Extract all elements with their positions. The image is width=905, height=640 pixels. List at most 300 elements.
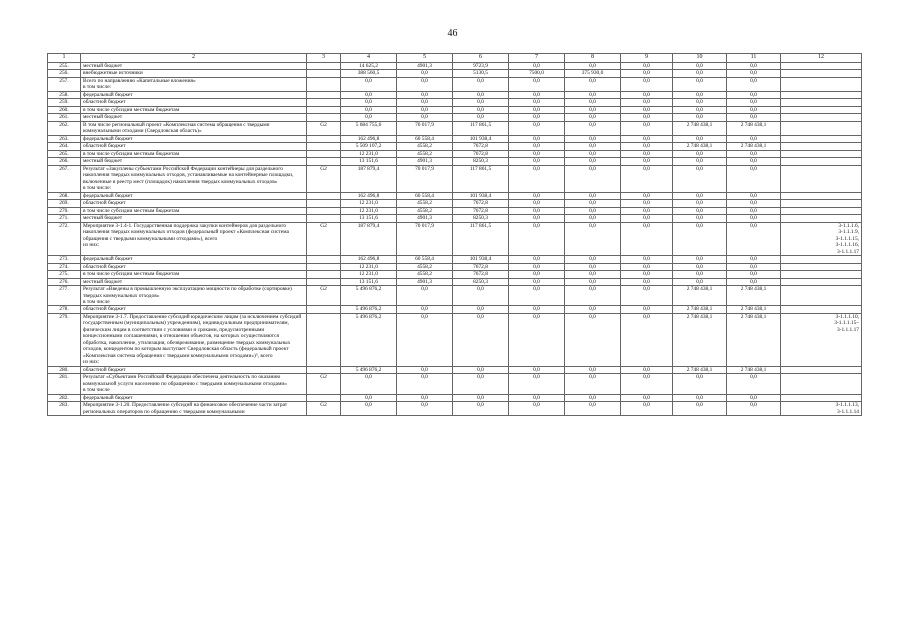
table-row (48, 394, 862, 401)
row-name: в том числе субсидии местным бюджетам (81, 150, 307, 157)
table-row (48, 77, 862, 91)
row-value: 0,0 (673, 402, 727, 416)
header-row (48, 54, 862, 63)
row-value: 0,0 (565, 207, 621, 214)
row-value: 0,0 (727, 63, 781, 70)
row-value: 60 558,4 (397, 256, 453, 263)
row-value: 0,0 (397, 286, 453, 306)
row-value: 0,0 (453, 366, 509, 373)
row-name: Результат «Субъектами Российской Федерации обеспечена деятельность по оказанию коммунальной услуги населению по обращению с твердыми коммунальными отходами» в том числе (81, 374, 307, 394)
table-row (48, 402, 862, 416)
row-value: 101 938,4 (453, 192, 509, 199)
row-value: 0,0 (673, 374, 727, 394)
row-number: 279. (48, 313, 81, 366)
row-reference: 3-1.1.1.10, 3-1.1.1.15– 3-1.1.1.17 (781, 313, 862, 366)
row-name: областной бюджет (81, 263, 307, 270)
row-name: областной бюджет (81, 99, 307, 106)
row-value: 0,0 (621, 158, 673, 165)
table-row (48, 135, 862, 142)
row-code: G2 (307, 402, 341, 416)
row-code (307, 207, 341, 214)
row-value: 0,0 (397, 77, 453, 91)
row-value: 0,0 (621, 135, 673, 142)
row-value: 2 748 438,1 (673, 366, 727, 373)
row-value: 0,0 (453, 374, 509, 394)
row-value: 0,0 (621, 207, 673, 214)
row-number: 255. (48, 63, 81, 70)
row-value: 5 509 107,2 (341, 143, 397, 150)
row-value: 187 879,4 (341, 165, 397, 192)
column-header: 5 (397, 54, 453, 63)
row-value: 7672,8 (453, 207, 509, 214)
row-value: 0,0 (727, 165, 781, 192)
row-value: 0,0 (565, 143, 621, 150)
row-value: 0,0 (673, 192, 727, 199)
row-reference (781, 263, 862, 270)
row-value: 0,0 (727, 150, 781, 157)
row-number: 274. (48, 263, 81, 270)
row-value: 0,0 (509, 256, 565, 263)
table-row (48, 91, 862, 98)
row-value: 0,0 (397, 366, 453, 373)
row-value: 0,0 (565, 402, 621, 416)
row-value: 2 748 438,1 (673, 313, 727, 366)
row-number: 271. (48, 215, 81, 222)
row-reference (781, 158, 862, 165)
row-name: местный бюджет (81, 63, 307, 70)
table-row (48, 192, 862, 199)
row-value: 0,0 (453, 77, 509, 91)
row-name: Мероприятие 3-1.7. Предоставление субсидий юридическим лицам (за исключением субсидий государственным (муниципальным) учреждениям), индивидуальным предпринимателям, физическим лицам в соответствии с условиями и сроками, предусмотренными концессионными соглашениями, в отношении объектов, на которых осуществляются обработка, накопление, утилизация, обезвреживание, размещение твердых коммунальных отходов, концедентом по которым выступает Свердловская область (федеральный проект «Комплексная система обращения с твердыми коммунальными отходами»)⁵, всего из них: (81, 313, 307, 366)
row-value: 8250,3 (453, 158, 509, 165)
row-value: 0,0 (341, 374, 397, 394)
row-name: федеральный бюджет (81, 91, 307, 98)
row-reference (781, 77, 862, 91)
row-value: 0,0 (453, 99, 509, 106)
row-value: 0,0 (673, 165, 727, 192)
row-value: 0,0 (565, 77, 621, 91)
row-value: 0,0 (565, 278, 621, 285)
row-reference: 3-1.1.1.13, 3-1.1.1.14 (781, 402, 862, 416)
table-body (48, 63, 862, 416)
row-number: 282. (48, 394, 81, 401)
row-value: 4558,2 (397, 271, 453, 278)
row-value: 0,0 (621, 70, 673, 77)
row-code (307, 150, 341, 157)
row-value: 0,0 (727, 374, 781, 394)
row-value: 0,0 (509, 143, 565, 150)
row-value: 5 684 755,6 (341, 121, 397, 135)
row-value: 0,0 (727, 200, 781, 207)
row-code (307, 99, 341, 106)
table-row (48, 271, 862, 278)
table-row (48, 263, 862, 270)
column-header: 7 (509, 54, 565, 63)
row-value: 2 748 438,1 (727, 313, 781, 366)
row-value: 0,0 (673, 278, 727, 285)
row-value: 0,0 (621, 374, 673, 394)
row-reference (781, 200, 862, 207)
table-row (48, 374, 862, 394)
row-number: 273. (48, 256, 81, 263)
row-value: 0,0 (621, 222, 673, 255)
column-header: 12 (781, 54, 862, 63)
row-value: 5 496 876,2 (341, 366, 397, 373)
row-value: 4558,2 (397, 263, 453, 270)
row-value: 0,0 (621, 121, 673, 135)
row-value: 0,0 (453, 313, 509, 366)
row-value: 0,0 (509, 374, 565, 394)
row-value: 2 748 438,1 (727, 306, 781, 313)
row-value: 0,0 (673, 215, 727, 222)
row-value: 0,0 (727, 394, 781, 401)
row-reference (781, 135, 862, 142)
row-value: 162 496,8 (341, 256, 397, 263)
row-value: 0,0 (341, 394, 397, 401)
row-code (307, 77, 341, 91)
row-reference (781, 256, 862, 263)
row-value: 2 748 438,1 (727, 366, 781, 373)
row-name: в том числе субсидии местным бюджетам (81, 207, 307, 214)
row-name: местный бюджет (81, 158, 307, 165)
row-value: 0,0 (453, 106, 509, 113)
row-value: 2 748 438,1 (727, 143, 781, 150)
row-value: 117 861,5 (453, 165, 509, 192)
table-row (48, 106, 862, 113)
row-value: 0,0 (621, 263, 673, 270)
column-header: 2 (81, 54, 307, 63)
row-value: 0,0 (621, 192, 673, 199)
row-number: 262. (48, 121, 81, 135)
row-value: 0,0 (621, 313, 673, 366)
row-value: 0,0 (727, 192, 781, 199)
row-code (307, 263, 341, 270)
row-value: 0,0 (727, 77, 781, 91)
row-reference (781, 70, 862, 77)
row-name: местный бюджет (81, 278, 307, 285)
row-value: 0,0 (727, 278, 781, 285)
row-value: 0,0 (397, 394, 453, 401)
table-row (48, 278, 862, 285)
table-row (48, 165, 862, 192)
row-value: 0,0 (727, 207, 781, 214)
row-value: 0,0 (453, 394, 509, 401)
row-number: 280. (48, 366, 81, 373)
row-value: 0,0 (565, 192, 621, 199)
row-reference (781, 143, 862, 150)
row-value: 0,0 (727, 256, 781, 263)
row-number: 260. (48, 106, 81, 113)
row-reference (781, 394, 862, 401)
row-value: 0,0 (621, 106, 673, 113)
row-number: 283. (48, 402, 81, 416)
row-code: G2 (307, 222, 341, 255)
row-value: 0,0 (341, 91, 397, 98)
row-value: 0,0 (509, 158, 565, 165)
row-reference (781, 215, 862, 222)
row-number: 263. (48, 135, 81, 142)
row-value: 0,0 (509, 394, 565, 401)
row-code: G2 (307, 374, 341, 394)
row-name: Результат «Закуплены субъектами Российской Федерации контейнеры для раздельного накопления твердых коммунальных отходов, устанавливаемые на контейнерные площадки, включенные в реестр мест (площадок) накопления твердых коммунальных отходов» в том числе: (81, 165, 307, 192)
row-value: 0,0 (673, 207, 727, 214)
row-value: 0,0 (509, 313, 565, 366)
row-value: 0,0 (727, 70, 781, 77)
row-value: 0,0 (565, 374, 621, 394)
row-name: областной бюджет (81, 306, 307, 313)
row-code (307, 271, 341, 278)
row-code (307, 192, 341, 199)
row-value: 0,0 (509, 366, 565, 373)
table-row (48, 207, 862, 214)
row-value: 0,0 (509, 263, 565, 270)
row-value: 0,0 (621, 143, 673, 150)
row-number: 261. (48, 114, 81, 121)
row-code (307, 106, 341, 113)
row-value: 0,0 (565, 200, 621, 207)
row-value: 0,0 (565, 158, 621, 165)
row-name: местный бюджет (81, 215, 307, 222)
row-code (307, 70, 341, 77)
row-value: 0,0 (673, 256, 727, 263)
row-number: 278. (48, 306, 81, 313)
row-value: 0,0 (509, 192, 565, 199)
row-number: 257. (48, 77, 81, 91)
table-row (48, 313, 862, 366)
row-value: 0,0 (565, 106, 621, 113)
row-value: 60 558,4 (397, 192, 453, 199)
row-value: 0,0 (621, 77, 673, 91)
column-header: 3 (307, 54, 341, 63)
column-header: 10 (673, 54, 727, 63)
row-value: 0,0 (509, 106, 565, 113)
row-value: 0,0 (621, 165, 673, 192)
row-value: 0,0 (565, 135, 621, 142)
row-value: 0,0 (397, 106, 453, 113)
row-value: 0,0 (509, 271, 565, 278)
row-value: 0,0 (565, 150, 621, 157)
row-value: 0,0 (509, 215, 565, 222)
table-row (48, 200, 862, 207)
row-value: 4901,3 (397, 278, 453, 285)
row-value: 0,0 (509, 63, 565, 70)
row-number: 269. (48, 200, 81, 207)
row-value: 0,0 (727, 106, 781, 113)
row-reference (781, 286, 862, 306)
row-value: 0,0 (565, 263, 621, 270)
row-value: 0,0 (509, 200, 565, 207)
row-reference (781, 106, 862, 113)
row-name: в том числе субсидии местным бюджетам (81, 106, 307, 113)
row-reference (781, 150, 862, 157)
row-code (307, 366, 341, 373)
row-value: 5130,5 (453, 70, 509, 77)
row-value: 0,0 (453, 91, 509, 98)
row-name: местный бюджет (81, 114, 307, 121)
row-name: областной бюджет (81, 200, 307, 207)
row-value: 12 231,0 (341, 150, 397, 157)
row-value: 0,0 (397, 374, 453, 394)
row-value: 0,0 (565, 99, 621, 106)
table-row (48, 158, 862, 165)
row-value: 0,0 (509, 222, 565, 255)
row-number: 267. (48, 165, 81, 192)
row-value: 0,0 (565, 366, 621, 373)
row-reference (781, 91, 862, 98)
row-value: 7672,8 (453, 150, 509, 157)
row-value: 4901,3 (397, 63, 453, 70)
row-reference (781, 63, 862, 70)
row-value: 0,0 (565, 394, 621, 401)
row-value: 0,0 (509, 278, 565, 285)
row-value: 60 558,4 (397, 135, 453, 142)
row-value: 0,0 (509, 121, 565, 135)
row-value: 0,0 (621, 114, 673, 121)
table-row (48, 99, 862, 106)
row-value: 0,0 (397, 91, 453, 98)
row-value: 0,0 (673, 150, 727, 157)
column-header: 6 (453, 54, 509, 63)
row-value: 0,0 (509, 77, 565, 91)
row-value: 0,0 (673, 394, 727, 401)
row-value: 0,0 (673, 158, 727, 165)
row-value: 5 496 876,2 (341, 306, 397, 313)
row-number: 256. (48, 70, 81, 77)
row-value: 0,0 (565, 91, 621, 98)
row-value: 117 861,5 (453, 222, 509, 255)
row-value: 0,0 (565, 215, 621, 222)
row-name: Всего по направлению «Капитальные вложения» в том числе: (81, 77, 307, 91)
table-row (48, 222, 862, 255)
row-code: G2 (307, 121, 341, 135)
row-value: 12 231,0 (341, 207, 397, 214)
table-row (48, 143, 862, 150)
row-reference (781, 278, 862, 285)
row-value: 0,0 (453, 306, 509, 313)
row-value: 0,0 (673, 106, 727, 113)
row-number: 272. (48, 222, 81, 255)
row-value: 0,0 (453, 402, 509, 416)
row-value: 2 748 438,1 (673, 143, 727, 150)
row-value: 0,0 (673, 114, 727, 121)
row-reference (781, 192, 862, 199)
row-value: 0,0 (621, 366, 673, 373)
row-code (307, 114, 341, 121)
row-number: 268. (48, 192, 81, 199)
row-value: 375 930,0 (565, 70, 621, 77)
row-name: федеральный бюджет (81, 394, 307, 401)
row-value: 0,0 (673, 222, 727, 255)
row-reference (781, 114, 862, 121)
row-value: 70 017,9 (397, 165, 453, 192)
row-value: 7672,8 (453, 143, 509, 150)
row-value: 12 231,0 (341, 271, 397, 278)
row-value: 0,0 (565, 256, 621, 263)
row-value: 0,0 (673, 271, 727, 278)
row-value: 2 748 438,1 (727, 121, 781, 135)
row-value: 0,0 (509, 99, 565, 106)
row-reference (781, 207, 862, 214)
row-value: 0,0 (673, 63, 727, 70)
row-value: 0,0 (565, 222, 621, 255)
row-reference (781, 374, 862, 394)
row-value: 0,0 (621, 271, 673, 278)
row-value: 0,0 (621, 215, 673, 222)
table-row (48, 306, 862, 313)
row-number: 265. (48, 150, 81, 157)
table-row (48, 256, 862, 263)
budget-table (47, 53, 862, 416)
row-value: 0,0 (673, 135, 727, 142)
row-number: 258. (48, 91, 81, 98)
row-name: В том числе региональный проект «Комплексная система обращения с твердыми коммунальными отходами (Свердловская область)» (81, 121, 307, 135)
row-value: 0,0 (727, 91, 781, 98)
row-value: 0,0 (727, 271, 781, 278)
row-value: 0,0 (341, 402, 397, 416)
row-value: 0,0 (673, 200, 727, 207)
table-row (48, 121, 862, 135)
row-code: G2 (307, 286, 341, 306)
column-header: 8 (565, 54, 621, 63)
row-number: 275. (48, 271, 81, 278)
row-value: 0,0 (509, 165, 565, 192)
row-number: 264. (48, 143, 81, 150)
row-value: 162 496,8 (341, 192, 397, 199)
row-value: 0,0 (727, 114, 781, 121)
row-name: Мероприятие 3-1.20. Предоставление субсидий на финансовое обеспечение части затрат региональных операторов по обращению с твердыми коммунальными (81, 402, 307, 416)
row-value: 0,0 (621, 99, 673, 106)
row-value: 0,0 (673, 99, 727, 106)
row-name: федеральный бюджет (81, 135, 307, 142)
row-code (307, 256, 341, 263)
table-row (48, 366, 862, 373)
row-value: 187 879,4 (341, 222, 397, 255)
row-value: 12 231,0 (341, 263, 397, 270)
row-value: 0,0 (397, 114, 453, 121)
column-header: 11 (727, 54, 781, 63)
row-value: 2 748 438,1 (673, 286, 727, 306)
row-value: 0,0 (341, 106, 397, 113)
row-value: 0,0 (341, 114, 397, 121)
row-value: 0,0 (565, 114, 621, 121)
row-value: 0,0 (727, 135, 781, 142)
row-code (307, 158, 341, 165)
row-value: 101 938,4 (453, 256, 509, 263)
row-value: 0,0 (565, 271, 621, 278)
row-reference (781, 306, 862, 313)
row-number: 281. (48, 374, 81, 394)
row-value: 0,0 (565, 165, 621, 192)
table-row (48, 215, 862, 222)
row-reference (781, 99, 862, 106)
row-number: 259. (48, 99, 81, 106)
row-value: 0,0 (727, 158, 781, 165)
row-value: 162 496,8 (341, 135, 397, 142)
row-code (307, 143, 341, 150)
row-value: 0,0 (621, 150, 673, 157)
row-value: 13 151,6 (341, 215, 397, 222)
row-value: 0,0 (509, 114, 565, 121)
column-header: 1 (48, 54, 81, 63)
row-value: 7672,8 (453, 263, 509, 270)
row-value: 2 748 438,1 (673, 306, 727, 313)
row-value: 0,0 (727, 263, 781, 270)
row-value: 4558,2 (397, 143, 453, 150)
row-value: 0,0 (673, 77, 727, 91)
row-value: 13 151,6 (341, 278, 397, 285)
row-value: 9723,9 (453, 63, 509, 70)
row-value: 0,0 (565, 313, 621, 366)
